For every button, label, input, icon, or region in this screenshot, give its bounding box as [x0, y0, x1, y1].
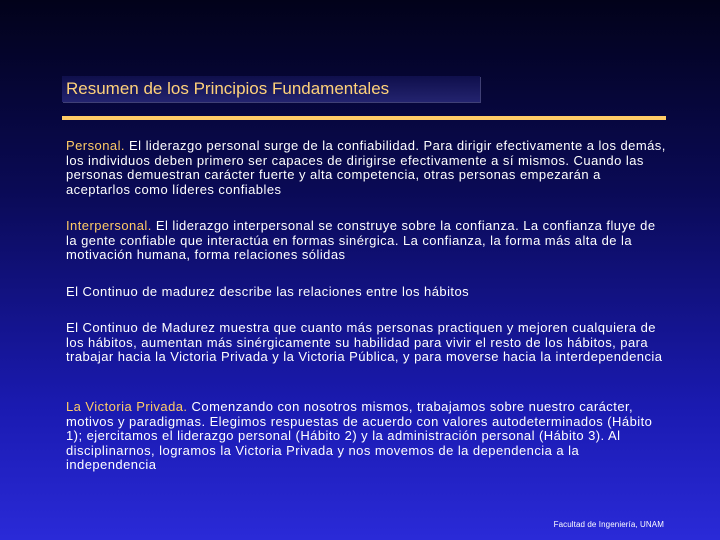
- paragraph-text: El Continuo de madurez describe las relaciones entre los hábitos: [66, 284, 470, 299]
- paragraph-text: Comenzando con nosotros mismos, trabajamos sobre nuestro carácter, motivos y paradigmas. Elegimos respuestas de acuerdo con valores autodeterminados (Hábito 1); ejercitamos el liderazgo personal (Hábito 2) y la administración personal (Hábito 3). Al disciplinarnos, logramos la Victoria Privada y nos movemos de la dependencia a la independencia: [66, 399, 653, 472]
- paragraph-continuo-detail: [66, 321, 666, 365]
- footer-institution: Facultad de Ingeniería, UNAM: [553, 520, 664, 529]
- paragraph-lead: Personal.: [66, 138, 125, 153]
- paragraph-lead: La Victoria Privada.: [66, 399, 188, 414]
- paragraph-interpersonal: [66, 219, 666, 263]
- paragraph-victoria-privada: [66, 400, 666, 473]
- title-divider: [62, 116, 666, 120]
- paragraph-personal: [66, 139, 666, 197]
- paragraph-text: El Continuo de Madurez muestra que cuanto más personas practiquen y mejoren cualquiera de los hábitos, aumentan más sinérgicamente su habilidad para vivir el resto de los hábitos, para trabajar hacia la Victoria Privada y la Victoria Pública, y para moverse hacia la interdependencia: [66, 320, 663, 364]
- paragraph-continuo-summary: [66, 285, 666, 300]
- paragraph-lead: Interpersonal.: [66, 218, 152, 233]
- paragraph-text: El liderazgo personal surge de la confiabilidad. Para dirigir efectivamente a los demás, los individuos deben primero ser capaces de dirigirse efectivamente a sí mismos. Cuando las personas demuestran carácter fuerte y alta competencia, otras personas empezarán a aceptarlos como líderes confiables: [66, 138, 666, 197]
- paragraph-text: El liderazgo interpersonal se construye sobre la confianza. La confianza fluye de la gente confiable que interactúa en formas sinérgica. La confianza, la forma más alta de la motivación humana, forma relaciones sólidas: [66, 218, 656, 262]
- slide-title: Resumen de los Principios Fundamentales: [62, 76, 480, 102]
